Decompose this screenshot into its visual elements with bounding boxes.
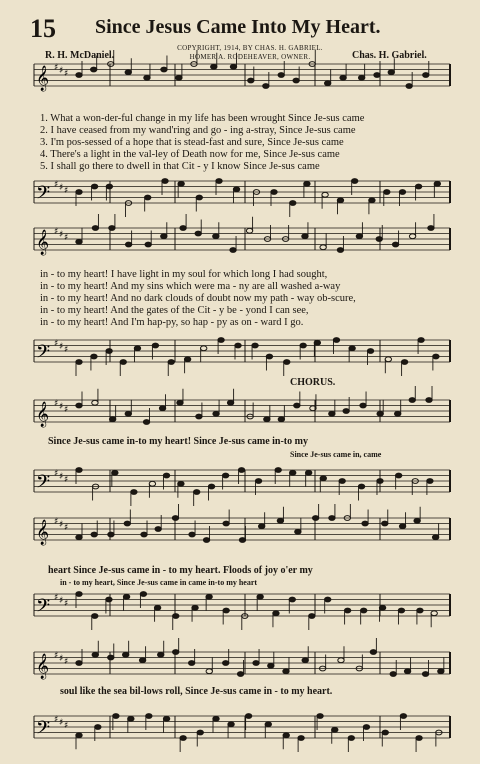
note-head xyxy=(278,73,284,78)
verse-line: in - to my heart! And the gates of the Cit - y be - yond I can see, xyxy=(40,305,309,316)
note-head xyxy=(76,73,82,78)
sharp-icon: ♯ xyxy=(59,520,64,530)
verse-line: in - to my heart! I have light in my soul for which long I had sought, xyxy=(40,269,328,280)
note-head xyxy=(218,338,224,343)
note-head xyxy=(228,722,234,727)
note-head xyxy=(113,714,119,719)
note-head xyxy=(382,730,388,735)
note-head xyxy=(300,343,306,348)
verse-line: 2. I have ceased from my wand'ring and go - ing a-stray, Since Je-sus came xyxy=(40,125,356,136)
note-head xyxy=(418,338,424,343)
note-head xyxy=(348,736,354,741)
note-head xyxy=(329,516,335,521)
note-head xyxy=(305,470,311,475)
note-head xyxy=(263,84,269,89)
note-head xyxy=(213,234,219,239)
note-head xyxy=(298,736,304,741)
staff xyxy=(34,714,450,752)
note-head xyxy=(143,420,149,425)
note-head xyxy=(367,349,373,354)
sharp-icon: ♯ xyxy=(59,230,64,240)
note-head xyxy=(109,226,115,231)
sharp-icon: ♯ xyxy=(59,472,64,482)
note-head xyxy=(409,398,415,403)
staff xyxy=(34,468,450,506)
note-head xyxy=(144,75,150,80)
note-head xyxy=(152,343,158,348)
note-head xyxy=(360,608,366,613)
note-head xyxy=(196,414,202,419)
note-head xyxy=(360,403,366,408)
note-head xyxy=(95,725,101,730)
note-head xyxy=(309,614,315,619)
note-head xyxy=(192,605,198,610)
note-head xyxy=(284,360,290,365)
note-head xyxy=(278,417,284,422)
note-head xyxy=(172,650,178,655)
note-head xyxy=(216,179,222,184)
note-head xyxy=(399,524,405,529)
treble-clef-icon: 𝄞 xyxy=(36,402,50,427)
staff xyxy=(34,338,450,376)
note-head xyxy=(415,184,421,189)
note-head xyxy=(76,239,82,244)
note-head xyxy=(139,658,145,663)
note-head xyxy=(245,714,251,719)
note-head xyxy=(92,226,98,231)
note-head xyxy=(213,411,219,416)
note-head xyxy=(374,73,380,78)
note-head xyxy=(399,190,405,195)
note-head xyxy=(92,652,98,657)
sharp-icon: ♯ xyxy=(54,180,59,190)
note-head xyxy=(344,608,350,613)
sharp-icon: ♯ xyxy=(54,593,59,603)
note-head xyxy=(112,470,118,475)
note-head xyxy=(109,417,115,422)
note-head xyxy=(384,190,390,195)
note-head xyxy=(76,360,82,365)
sharp-icon: ♯ xyxy=(54,715,59,725)
sharp-icon: ♯ xyxy=(54,469,59,479)
staff xyxy=(34,386,450,427)
verse-line: in - to my heart! And no dark clouds of doubt now my path - way ob-scure, xyxy=(40,293,356,304)
lyricist-credit: R. H. McDaniel. xyxy=(45,50,115,61)
sharp-icon: ♯ xyxy=(64,186,69,196)
bass-clef-icon: 𝄢 xyxy=(36,183,51,208)
note-head xyxy=(76,661,82,666)
note-head xyxy=(320,245,326,250)
note-head xyxy=(76,190,82,195)
note-head xyxy=(390,672,396,677)
note-head xyxy=(265,722,271,727)
note-head xyxy=(123,594,129,599)
note-head xyxy=(290,470,296,475)
bass-clef-icon: 𝄢 xyxy=(36,718,51,743)
sharp-icon: ♯ xyxy=(54,651,59,661)
note-head xyxy=(290,201,296,206)
note-head xyxy=(223,608,229,613)
note-head xyxy=(246,228,252,233)
verse-line: 1. What a won-der-ful change in my life has been wrought Since Je-sus came xyxy=(40,113,365,124)
note-head xyxy=(184,357,190,362)
note-head xyxy=(158,652,164,657)
note-head xyxy=(200,346,206,351)
note-head xyxy=(426,398,432,403)
note-head xyxy=(432,535,438,540)
note-head xyxy=(304,181,310,186)
note-head xyxy=(268,663,274,668)
note-head xyxy=(255,479,261,484)
note-head xyxy=(76,592,82,597)
staff xyxy=(34,50,450,91)
note-head xyxy=(417,608,423,613)
note-head xyxy=(208,484,214,489)
note-head xyxy=(252,343,258,348)
note-head xyxy=(400,714,406,719)
note-head xyxy=(141,532,147,537)
chorus-echo-line-2: in - to my heart, Since Je-sus came in came in-to my heart xyxy=(60,578,258,587)
copyright-line-1: COPYRIGHT, 1914, BY CHAS. H. GABRIEL. xyxy=(177,44,323,52)
note-head xyxy=(211,64,217,69)
note-head xyxy=(230,248,236,253)
note-head xyxy=(92,400,98,405)
note-head xyxy=(76,403,82,408)
note-head xyxy=(356,234,362,239)
note-head xyxy=(178,181,184,186)
note-head xyxy=(322,192,328,197)
note-head xyxy=(172,516,178,521)
note-head xyxy=(422,672,428,677)
note-head xyxy=(379,605,385,610)
note-head xyxy=(438,669,444,674)
note-head xyxy=(108,532,114,537)
sharp-icon: ♯ xyxy=(64,69,69,79)
bass-clef-icon: 𝄢 xyxy=(36,342,51,367)
note-head xyxy=(349,346,355,351)
note-head xyxy=(233,187,239,192)
note-head xyxy=(376,237,382,242)
note-head xyxy=(149,481,155,486)
note-head xyxy=(189,532,195,537)
note-head xyxy=(358,75,364,80)
sharp-icon: ♯ xyxy=(64,475,69,485)
note-head xyxy=(124,521,130,526)
note-head xyxy=(180,736,186,741)
note-head xyxy=(332,727,338,732)
note-head xyxy=(253,661,259,666)
note-head xyxy=(91,184,97,189)
bass-clef-icon: 𝄢 xyxy=(36,596,51,621)
note-head xyxy=(302,234,308,239)
note-head xyxy=(394,411,400,416)
note-head xyxy=(161,234,167,239)
note-head xyxy=(416,736,422,741)
note-head xyxy=(222,473,228,478)
note-head xyxy=(91,532,97,537)
note-head xyxy=(180,226,186,231)
note-head xyxy=(369,198,375,203)
note-head xyxy=(196,195,202,200)
note-head xyxy=(125,70,131,75)
sharp-icon: ♯ xyxy=(64,657,69,667)
note-head xyxy=(302,658,308,663)
chorus-lyric-line-3: soul like the sea bil-lows roll, Since Je-sus came in - to my heart. xyxy=(60,686,333,697)
sharp-icon: ♯ xyxy=(64,523,69,533)
sharp-icon: ♯ xyxy=(54,63,59,73)
sharp-icon: ♯ xyxy=(59,402,64,412)
note-head xyxy=(140,592,146,597)
note-head xyxy=(392,242,398,247)
note-head xyxy=(324,81,330,86)
sharp-icon: ♯ xyxy=(59,654,64,664)
sharp-icon: ♯ xyxy=(64,721,69,731)
note-head xyxy=(178,481,184,486)
note-head xyxy=(427,479,433,484)
copyright-line-2: HOMER A. RODEHEAVER, OWNER. xyxy=(189,53,311,61)
note-head xyxy=(409,234,415,239)
bass-clef-icon: 𝄢 xyxy=(36,472,51,497)
note-head xyxy=(230,64,236,69)
note-head xyxy=(108,655,114,660)
note-head xyxy=(382,521,388,526)
note-head xyxy=(145,242,151,247)
note-head xyxy=(333,338,339,343)
sharp-icon: ♯ xyxy=(59,183,64,193)
sharp-icon: ♯ xyxy=(59,596,64,606)
note-head xyxy=(206,669,212,674)
note-head xyxy=(395,473,401,478)
note-head xyxy=(320,476,326,481)
staff xyxy=(34,214,450,255)
note-head xyxy=(377,479,383,484)
sharp-icon: ♯ xyxy=(54,399,59,409)
note-head xyxy=(423,73,429,78)
note-head xyxy=(338,658,344,663)
note-head xyxy=(257,594,263,599)
verse-line: 5. I shall go there to dwell in that Cit - y I know Since Je-sus came xyxy=(40,161,320,172)
sharp-icon: ♯ xyxy=(54,517,59,527)
sharp-icon: ♯ xyxy=(54,339,59,349)
note-head xyxy=(203,538,209,543)
note-head xyxy=(106,597,112,602)
note-head xyxy=(91,354,97,359)
note-head xyxy=(258,524,264,529)
note-head xyxy=(92,614,98,619)
note-head xyxy=(385,357,391,362)
note-head xyxy=(434,181,440,186)
note-head xyxy=(173,614,179,619)
verse-line: in - to my heart! And my sins which were ma - ny are all washed a-way xyxy=(40,281,341,292)
note-head xyxy=(404,669,410,674)
chorus-echo-line-1: Since Je-sus came in, came xyxy=(290,450,382,459)
note-head xyxy=(237,672,243,677)
note-head xyxy=(325,597,331,602)
note-head xyxy=(106,184,112,189)
note-head xyxy=(283,669,289,674)
note-head xyxy=(125,242,131,247)
note-head xyxy=(351,179,357,184)
note-head xyxy=(431,611,437,616)
verse-line: 4. There's a light in the val-ley of Death now for me, Since Je-sus came xyxy=(40,149,340,160)
note-head xyxy=(414,518,420,523)
note-head xyxy=(337,248,343,253)
staff xyxy=(34,504,450,545)
note-head xyxy=(134,346,140,351)
note-head xyxy=(106,349,112,354)
note-head xyxy=(235,343,241,348)
note-head xyxy=(312,516,318,521)
note-head xyxy=(162,179,168,184)
note-head xyxy=(155,527,161,532)
note-head xyxy=(388,70,394,75)
note-head xyxy=(398,608,404,613)
note-head xyxy=(125,411,131,416)
note-head xyxy=(76,468,82,473)
sharp-icon: ♯ xyxy=(59,718,64,728)
note-head xyxy=(275,468,281,473)
note-head xyxy=(314,340,320,345)
note-head xyxy=(433,354,439,359)
note-head xyxy=(168,360,174,365)
note-head xyxy=(238,468,244,473)
treble-clef-icon: 𝄞 xyxy=(36,654,50,679)
note-head xyxy=(294,403,300,408)
note-head xyxy=(213,716,219,721)
staff xyxy=(34,592,450,630)
note-head xyxy=(339,479,345,484)
note-head xyxy=(206,594,212,599)
staff xyxy=(34,638,450,679)
chorus-lyric-line-1: Since Je-sus came in-to my heart! Since Je-sus came in-to my xyxy=(48,436,308,447)
hymn-title: Since Jesus Came Into My Heart. xyxy=(95,16,381,38)
sharp-icon: ♯ xyxy=(59,66,64,76)
note-head xyxy=(122,652,128,657)
sharp-icon: ♯ xyxy=(54,227,59,237)
note-head xyxy=(76,733,82,738)
note-head xyxy=(176,75,182,80)
sharp-icon: ♯ xyxy=(64,599,69,609)
note-head xyxy=(293,78,299,83)
note-head xyxy=(227,400,233,405)
note-head xyxy=(195,231,201,236)
sharp-icon: ♯ xyxy=(64,405,69,415)
sharp-icon: ♯ xyxy=(59,342,64,352)
note-head xyxy=(197,730,203,735)
note-head xyxy=(222,661,228,666)
note-head xyxy=(317,714,323,719)
verse-line: 3. I'm pos-sessed of a hope that is stead-fast and sure, Since Je-sus came xyxy=(40,137,344,148)
note-head xyxy=(193,490,199,495)
note-head xyxy=(377,411,383,416)
note-head xyxy=(264,417,270,422)
treble-clef-icon: 𝄞 xyxy=(36,230,50,255)
sharp-icon: ♯ xyxy=(64,345,69,355)
note-head xyxy=(223,521,229,526)
hymn-number: 15 xyxy=(30,14,56,43)
note-head xyxy=(144,195,150,200)
note-head xyxy=(146,714,152,719)
chorus-label: CHORUS. xyxy=(290,377,336,388)
chorus-lyric-line-2: heart Since Je-sus came in - to my heart. Floods of joy o'er my xyxy=(48,565,313,576)
verse-line: in - to my heart! And I'm hap-py, so hap - py as on - ward I go. xyxy=(40,317,304,328)
treble-clef-icon: 𝄞 xyxy=(36,66,50,91)
composer-credit: Chas. H. Gabriel. xyxy=(352,50,427,61)
note-head xyxy=(362,521,368,526)
note-head xyxy=(273,611,279,616)
note-head xyxy=(337,198,343,203)
note-head xyxy=(128,716,134,721)
note-head xyxy=(363,725,369,730)
note-head xyxy=(370,650,376,655)
note-head xyxy=(161,67,167,72)
treble-clef-icon: 𝄞 xyxy=(36,520,50,545)
note-head xyxy=(76,535,82,540)
note-head xyxy=(289,597,295,602)
note-head xyxy=(428,226,434,231)
note-head xyxy=(131,490,137,495)
note-head xyxy=(340,75,346,80)
note-head xyxy=(239,538,245,543)
note-head xyxy=(343,409,349,414)
note-head xyxy=(358,484,364,489)
note-head xyxy=(248,78,254,83)
note-head xyxy=(401,360,407,365)
note-head xyxy=(283,733,289,738)
note-head xyxy=(277,518,283,523)
note-head xyxy=(329,411,335,416)
note-head xyxy=(90,67,96,72)
note-head xyxy=(154,605,160,610)
staff xyxy=(34,179,450,217)
sharp-icon: ♯ xyxy=(64,233,69,243)
note-head xyxy=(188,661,194,666)
note-head xyxy=(177,400,183,405)
note-head xyxy=(163,473,169,478)
note-head xyxy=(295,529,301,534)
note-head xyxy=(406,84,412,89)
note-head xyxy=(120,360,126,365)
note-head xyxy=(271,190,277,195)
note-head xyxy=(266,354,272,359)
note-head xyxy=(163,716,169,721)
note-head xyxy=(159,406,165,411)
